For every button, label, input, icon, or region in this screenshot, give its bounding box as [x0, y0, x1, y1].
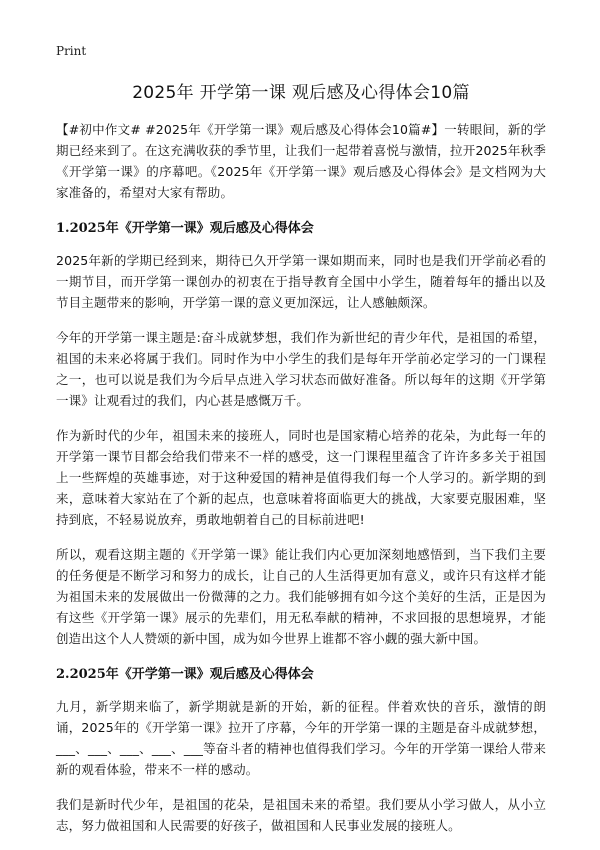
document-page: [56, 78, 546, 850]
paragraph: 我们是新时代少年，是祖国的花朵，是祖国未来的希望。我们要从小学习做人，从小立志，努力做祖国和人民需要的好孩子，做祖国和人民事业发展的接班人。: [56, 797, 546, 833]
paragraph: 2025年新的学期已经到来，期待已久开学第一课如期而来，同时也是我们开学前必看的一期节目，而开学第一课创办的初衷在于指导教育全国中小学生，随着每年的播出以及节目主题带来的影响，开学第一课的意义更加深远，让人感触颇深。: [56, 253, 546, 310]
paragraph: 九月，新学期来临了，新学期就是新的开始，新的征程。伴着欢快的音乐，激情的朗诵，2025年的《开学第一课》拉开了序幕，今年的开学第一课的主题是奋斗成就梦想，___、___、___、___、___等奋斗者的精神也值得我们学习。今年的开学第一课给人带来新的观看体验，带来不一样的感动。: [56, 699, 546, 777]
paragraph: 今年的开学第一课主题是:奋斗成就梦想，我们作为新世纪的青少年代，是祖国的希望，祖国的未来必将属于我们。同时作为中小学生的我们是每年开学前必定学习的一门课程之一，也可以说是我们为今后早点进入学习状态而做好准备。所以每年的这期《开学第一课》让观看过的我们，内心甚是感慨万千。: [56, 330, 546, 408]
paragraph: 作为新时代的少年，祖国未来的接班人，同时也是国家精心培养的花朵，为此每一年的开学第一课节目都会给我们带来不一样的感受，这一门课程里蕴含了许许多多关于祖国上一些辉煌的英雄事迹，对于这种爱国的精神是值得我们每一个人学习的。新学期的到来，意味着大家站在了个新的起点，也意味着将面临更大的挑战，大家要克服困难，坚持到底，不轻易说放弃，勇敢地朝着自己的目标前进吧!: [56, 428, 546, 527]
page-title: 2025年 开学第一课 观后感及心得体会10篇: [132, 83, 470, 103]
intro-paragraph: 【#初中作文# #2025年《开学第一课》观后感及心得体会10篇#】一转眼间，新的学期已经来到了。在这充满收获的季节里，让我们一起带着喜悦与激情，拉开2025年秋季《开学第一课》的序幕吧。《2025年《开学第一课》观后感及心得体会》是文档网为大家准备的，希望对大家有帮助。: [56, 122, 546, 200]
paragraph: 所以，观看这期主题的《开学第一课》能让我们内心更加深刻地感悟到，当下我们主要的任务便是不断学习和努力的成长，让自己的人生活得更加有意义，或许只有这样才能为祖国未来的发展做出一份微薄的之力。我们能够拥有如今这个美好的生活，正是因为有这些《开学第一课》展示的先辈们，用无私奉献的精神，不求回报的思想境界，才能创造出这个人人赞颂的新中国，成为如今世界上谁都不容小觑的强大新中国。: [56, 547, 546, 646]
print-link[interactable]: Print: [56, 44, 87, 58]
section-heading: 1.2025年《开学第一课》观后感及心得体会: [56, 221, 314, 236]
section-heading: 2.2025年《开学第一课》观后感及心得体会: [56, 667, 314, 682]
